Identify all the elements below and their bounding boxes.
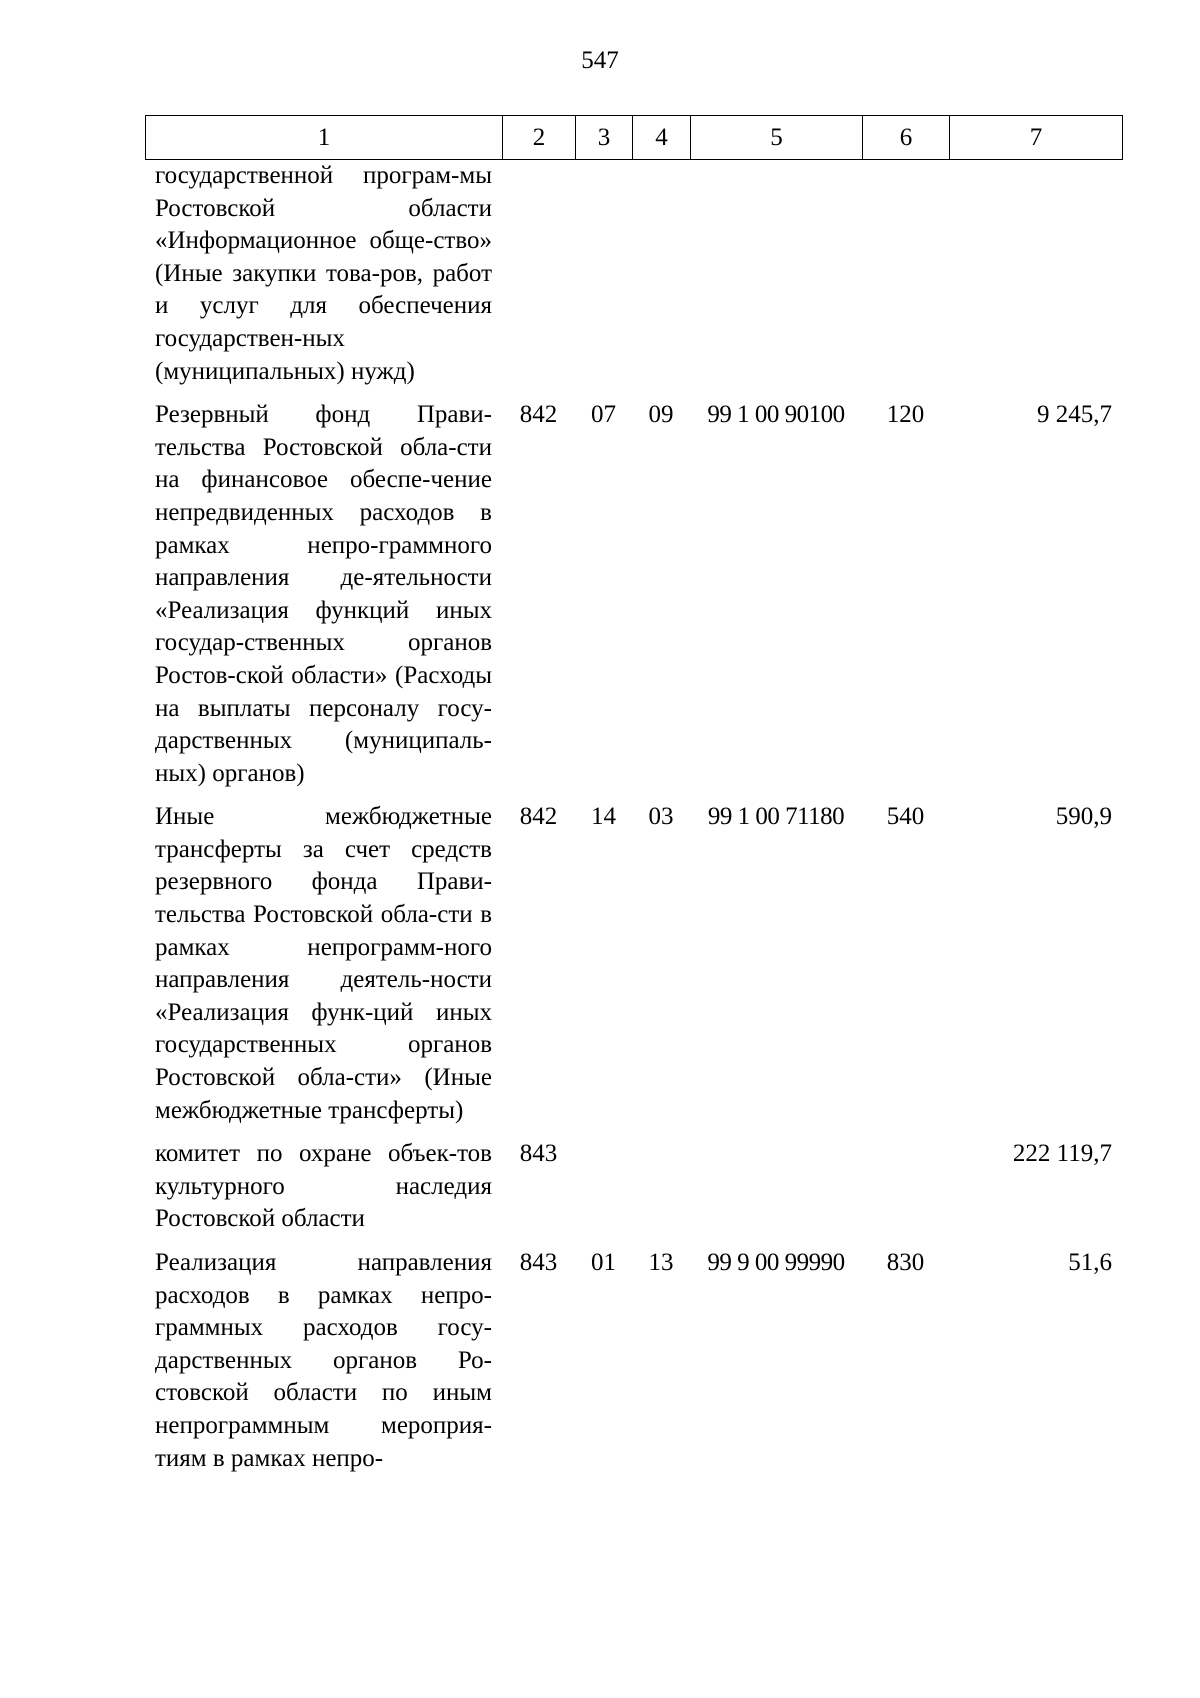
- column-header-table: [145, 115, 1123, 160]
- row-description: государственной програм-мы Ростовской области «Информационное обще-ство» (Иные закупки това-ров, работ и услуг для обеспечения государствен-ных (муниципальных) нужд): [155, 162, 492, 385]
- table-row: [145, 399, 1122, 801]
- table-row: [145, 801, 1122, 1138]
- row-section-code: 07: [591, 401, 616, 429]
- row-amount: 222 119,7: [1012, 1140, 1112, 1168]
- row-target-article: [690, 1138, 862, 1247]
- table-row: [145, 1247, 1122, 1486]
- page-number: 547: [581, 47, 619, 74]
- row-ministry-code: [502, 160, 575, 399]
- row-expense-type: 120: [886, 401, 925, 429]
- row-amount: 9 245,7: [1037, 401, 1112, 429]
- row-expense-type: 540: [886, 803, 925, 831]
- row-section-code: 01: [591, 1249, 616, 1276]
- column-header-row: [146, 116, 1123, 160]
- row-expense-type: [862, 160, 949, 399]
- row-expense-type: [862, 1138, 949, 1247]
- row-description: Иные межбюджетные трансферты за счет средств резервного фонда Прави-тельства Ростовской обла-сти в рамках непрограмм-ного направления деятель-ности «Реализация функ-ций иных государственных органов Ростовской обла-сти» (Иные межбюджетные трансферты): [155, 803, 492, 1124]
- row-amount: 51,6: [1068, 1249, 1112, 1276]
- row-description: комитет по охране объек-тов культурного наследия Ростовской области: [155, 1140, 492, 1233]
- row-description: Резервный фонд Прави-тельства Ростовской обла-сти на финансовое обеспе-чение непредвиденных расходов в рамках непро-граммного направления де-ятельности «Реализация функций иных государ-ственных органов Ростов-ской области» (Расходы на выплаты персоналу госу-дарственных (муниципаль-ных) органов): [155, 401, 492, 787]
- row-ministry-code: 842: [519, 401, 558, 429]
- column-header-1: 1: [146, 116, 503, 160]
- budget-table: [145, 160, 1122, 1486]
- row-target-article: 99 1 00 90100: [707, 401, 845, 429]
- row-section-code: [575, 160, 632, 399]
- row-subsection-code: 09: [648, 401, 674, 429]
- column-header-6: 6: [863, 116, 950, 160]
- row-subsection-code: 03: [648, 803, 674, 831]
- row-ministry-code: 842: [519, 803, 558, 831]
- row-amount: 590,9: [1055, 803, 1112, 831]
- row-subsection-code: 13: [648, 1249, 674, 1276]
- column-header-4: 4: [633, 116, 691, 160]
- column-header-5: 5: [691, 116, 863, 160]
- row-ministry-code: 843: [519, 1140, 558, 1168]
- table-row: [145, 160, 1122, 399]
- column-header-3: 3: [576, 116, 633, 160]
- row-section-code: 14: [591, 803, 616, 831]
- row-subsection-code: [632, 1138, 690, 1247]
- row-amount: [949, 160, 1122, 399]
- table-row: [145, 1138, 1122, 1247]
- row-subsection-code: [632, 160, 690, 399]
- row-ministry-code: 843: [519, 1249, 558, 1276]
- row-target-article: 99 9 00 99990: [707, 1249, 845, 1276]
- row-target-article: 99 1 00 71180: [707, 803, 845, 831]
- row-target-article: [690, 160, 862, 399]
- row-description: Реализация направления расходов в рамках непро-граммных расходов госу-дарственных органов Ро-стовской области по иным непрограммным мероприя-тиям в рамках непро-: [155, 1249, 492, 1472]
- column-header-7: 7: [950, 116, 1123, 160]
- row-expense-type: 830: [886, 1249, 925, 1276]
- row-section-code: [575, 1138, 632, 1247]
- column-header-2: 2: [503, 116, 576, 160]
